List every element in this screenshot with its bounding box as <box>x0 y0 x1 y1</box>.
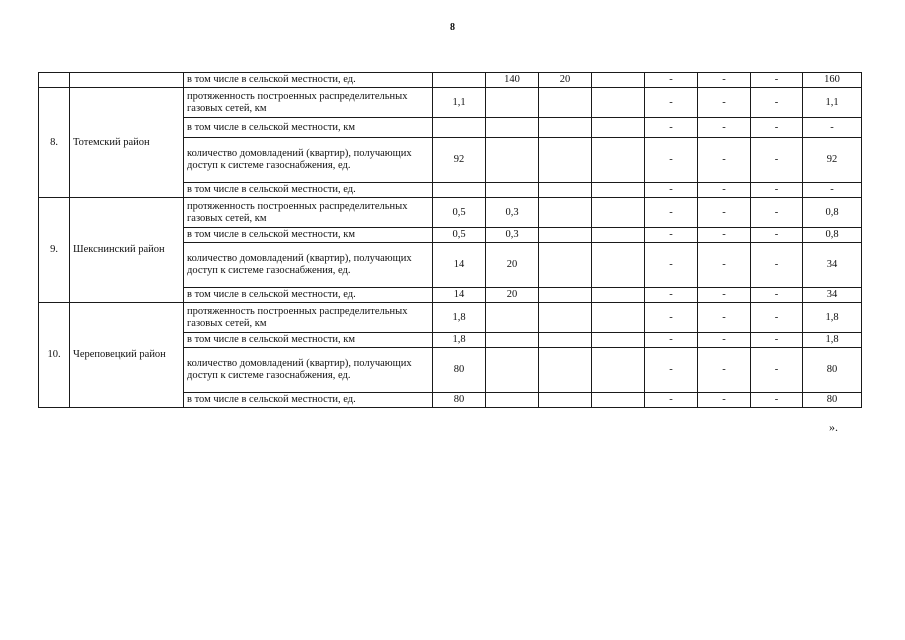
value-cell <box>592 73 645 88</box>
indicator-cell: в том числе в сельской местности, ед. <box>184 288 433 303</box>
value-cell <box>486 138 539 183</box>
indicator-cell: количество домовладений (квартир), получающих доступ к системе газоснабжения, ед. <box>184 243 433 288</box>
value-cell <box>433 118 486 138</box>
table-body <box>39 73 862 408</box>
value-cell <box>486 183 539 198</box>
value-cell <box>539 183 592 198</box>
district-cell: Череповецкий район <box>70 303 184 408</box>
value-cell: - <box>751 73 803 88</box>
value-cell <box>592 88 645 118</box>
indicator-cell: протяженность построенных распределительных газовых сетей, км <box>184 198 433 228</box>
district-cell: Шекснинский район <box>70 198 184 303</box>
value-cell: - <box>751 118 803 138</box>
value-cell: - <box>698 288 751 303</box>
total-cell: 160 <box>803 73 862 88</box>
value-cell <box>592 118 645 138</box>
value-cell: 20 <box>486 288 539 303</box>
indicator-cell: протяженность построенных распределительных газовых сетей, км <box>184 88 433 118</box>
total-cell: 1,8 <box>803 333 862 348</box>
value-cell: - <box>645 348 698 393</box>
value-cell <box>539 333 592 348</box>
value-cell <box>539 348 592 393</box>
value-cell <box>539 118 592 138</box>
value-cell: 1,1 <box>433 88 486 118</box>
value-cell: - <box>645 183 698 198</box>
value-cell <box>539 138 592 183</box>
value-cell <box>486 88 539 118</box>
value-cell: - <box>645 393 698 408</box>
value-cell <box>486 348 539 393</box>
indicator-cell: количество домовладений (квартир), получающих доступ к системе газоснабжения, ед. <box>184 348 433 393</box>
value-cell: 20 <box>486 243 539 288</box>
value-cell: - <box>698 393 751 408</box>
value-cell: 80 <box>433 393 486 408</box>
value-cell <box>592 183 645 198</box>
indicator-cell: в том числе в сельской местности, км <box>184 333 433 348</box>
total-cell: 0,8 <box>803 228 862 243</box>
value-cell: 0,3 <box>486 228 539 243</box>
value-cell: - <box>698 183 751 198</box>
value-cell: 1,8 <box>433 333 486 348</box>
value-cell <box>592 393 645 408</box>
total-cell: - <box>803 118 862 138</box>
value-cell: - <box>645 333 698 348</box>
indicator-cell: количество домовладений (квартир), получающих доступ к системе газоснабжения, ед. <box>184 138 433 183</box>
value-cell <box>539 243 592 288</box>
value-cell <box>486 393 539 408</box>
total-cell: 34 <box>803 243 862 288</box>
district-cell <box>70 73 184 88</box>
page-number: 8 <box>450 22 455 33</box>
value-cell <box>539 88 592 118</box>
value-cell <box>539 228 592 243</box>
value-cell: - <box>645 243 698 288</box>
value-cell: - <box>751 288 803 303</box>
total-cell: 80 <box>803 348 862 393</box>
value-cell <box>592 333 645 348</box>
value-cell <box>592 198 645 228</box>
total-cell: 1,1 <box>803 88 862 118</box>
value-cell: 0,3 <box>486 198 539 228</box>
value-cell: - <box>645 118 698 138</box>
value-cell <box>539 288 592 303</box>
value-cell <box>539 198 592 228</box>
row-number-cell: 8. <box>39 88 70 198</box>
indicator-cell: в том числе в сельской местности, ед. <box>184 73 433 88</box>
value-cell: - <box>645 303 698 333</box>
row-number-cell <box>39 73 70 88</box>
total-cell: 0,8 <box>803 198 862 228</box>
value-cell <box>592 288 645 303</box>
total-cell: 1,8 <box>803 303 862 333</box>
value-cell: - <box>698 138 751 183</box>
closing-quote-mark: ». <box>829 420 838 434</box>
indicator-cell: в том числе в сельской местности, км <box>184 228 433 243</box>
table-row <box>39 73 862 88</box>
value-cell <box>592 228 645 243</box>
value-cell: - <box>751 88 803 118</box>
value-cell: - <box>751 198 803 228</box>
value-cell <box>592 243 645 288</box>
value-cell: - <box>698 118 751 138</box>
value-cell: 0,5 <box>433 198 486 228</box>
value-cell <box>433 183 486 198</box>
value-cell: - <box>698 73 751 88</box>
value-cell: 80 <box>433 348 486 393</box>
value-cell <box>592 138 645 183</box>
table-row <box>39 303 862 333</box>
value-cell: - <box>698 243 751 288</box>
indicator-cell: в том числе в сельской местности, ед. <box>184 183 433 198</box>
value-cell: 92 <box>433 138 486 183</box>
value-cell: - <box>751 228 803 243</box>
value-cell: 140 <box>486 73 539 88</box>
indicator-cell: протяженность построенных распределительных газовых сетей, км <box>184 303 433 333</box>
value-cell: - <box>645 288 698 303</box>
value-cell: 0,5 <box>433 228 486 243</box>
value-cell: - <box>645 88 698 118</box>
value-cell: - <box>751 183 803 198</box>
value-cell <box>539 303 592 333</box>
row-number-cell: 10. <box>39 303 70 408</box>
value-cell <box>486 333 539 348</box>
value-cell <box>539 393 592 408</box>
table-row <box>39 88 862 118</box>
indicator-cell: в том числе в сельской местности, км <box>184 118 433 138</box>
value-cell: - <box>645 138 698 183</box>
value-cell: 14 <box>433 243 486 288</box>
total-cell: - <box>803 183 862 198</box>
value-cell: - <box>645 228 698 243</box>
value-cell: - <box>751 138 803 183</box>
row-number-cell: 9. <box>39 198 70 303</box>
value-cell <box>486 118 539 138</box>
value-cell: - <box>751 348 803 393</box>
value-cell <box>592 303 645 333</box>
value-cell: - <box>751 393 803 408</box>
value-cell <box>433 73 486 88</box>
value-cell: 20 <box>539 73 592 88</box>
table-row <box>39 198 862 228</box>
value-cell: - <box>698 303 751 333</box>
indicator-cell: в том числе в сельской местности, ед. <box>184 393 433 408</box>
total-cell: 92 <box>803 138 862 183</box>
district-cell: Тотемский район <box>70 88 184 198</box>
value-cell: - <box>645 73 698 88</box>
value-cell: - <box>751 303 803 333</box>
gas-network-table <box>38 72 862 408</box>
value-cell: - <box>698 348 751 393</box>
value-cell <box>486 303 539 333</box>
value-cell: - <box>751 243 803 288</box>
value-cell: 1,8 <box>433 303 486 333</box>
total-cell: 34 <box>803 288 862 303</box>
value-cell: - <box>751 333 803 348</box>
value-cell: - <box>645 198 698 228</box>
value-cell: - <box>698 198 751 228</box>
value-cell: 14 <box>433 288 486 303</box>
total-cell: 80 <box>803 393 862 408</box>
value-cell <box>592 348 645 393</box>
value-cell: - <box>698 228 751 243</box>
value-cell: - <box>698 333 751 348</box>
value-cell: - <box>698 88 751 118</box>
